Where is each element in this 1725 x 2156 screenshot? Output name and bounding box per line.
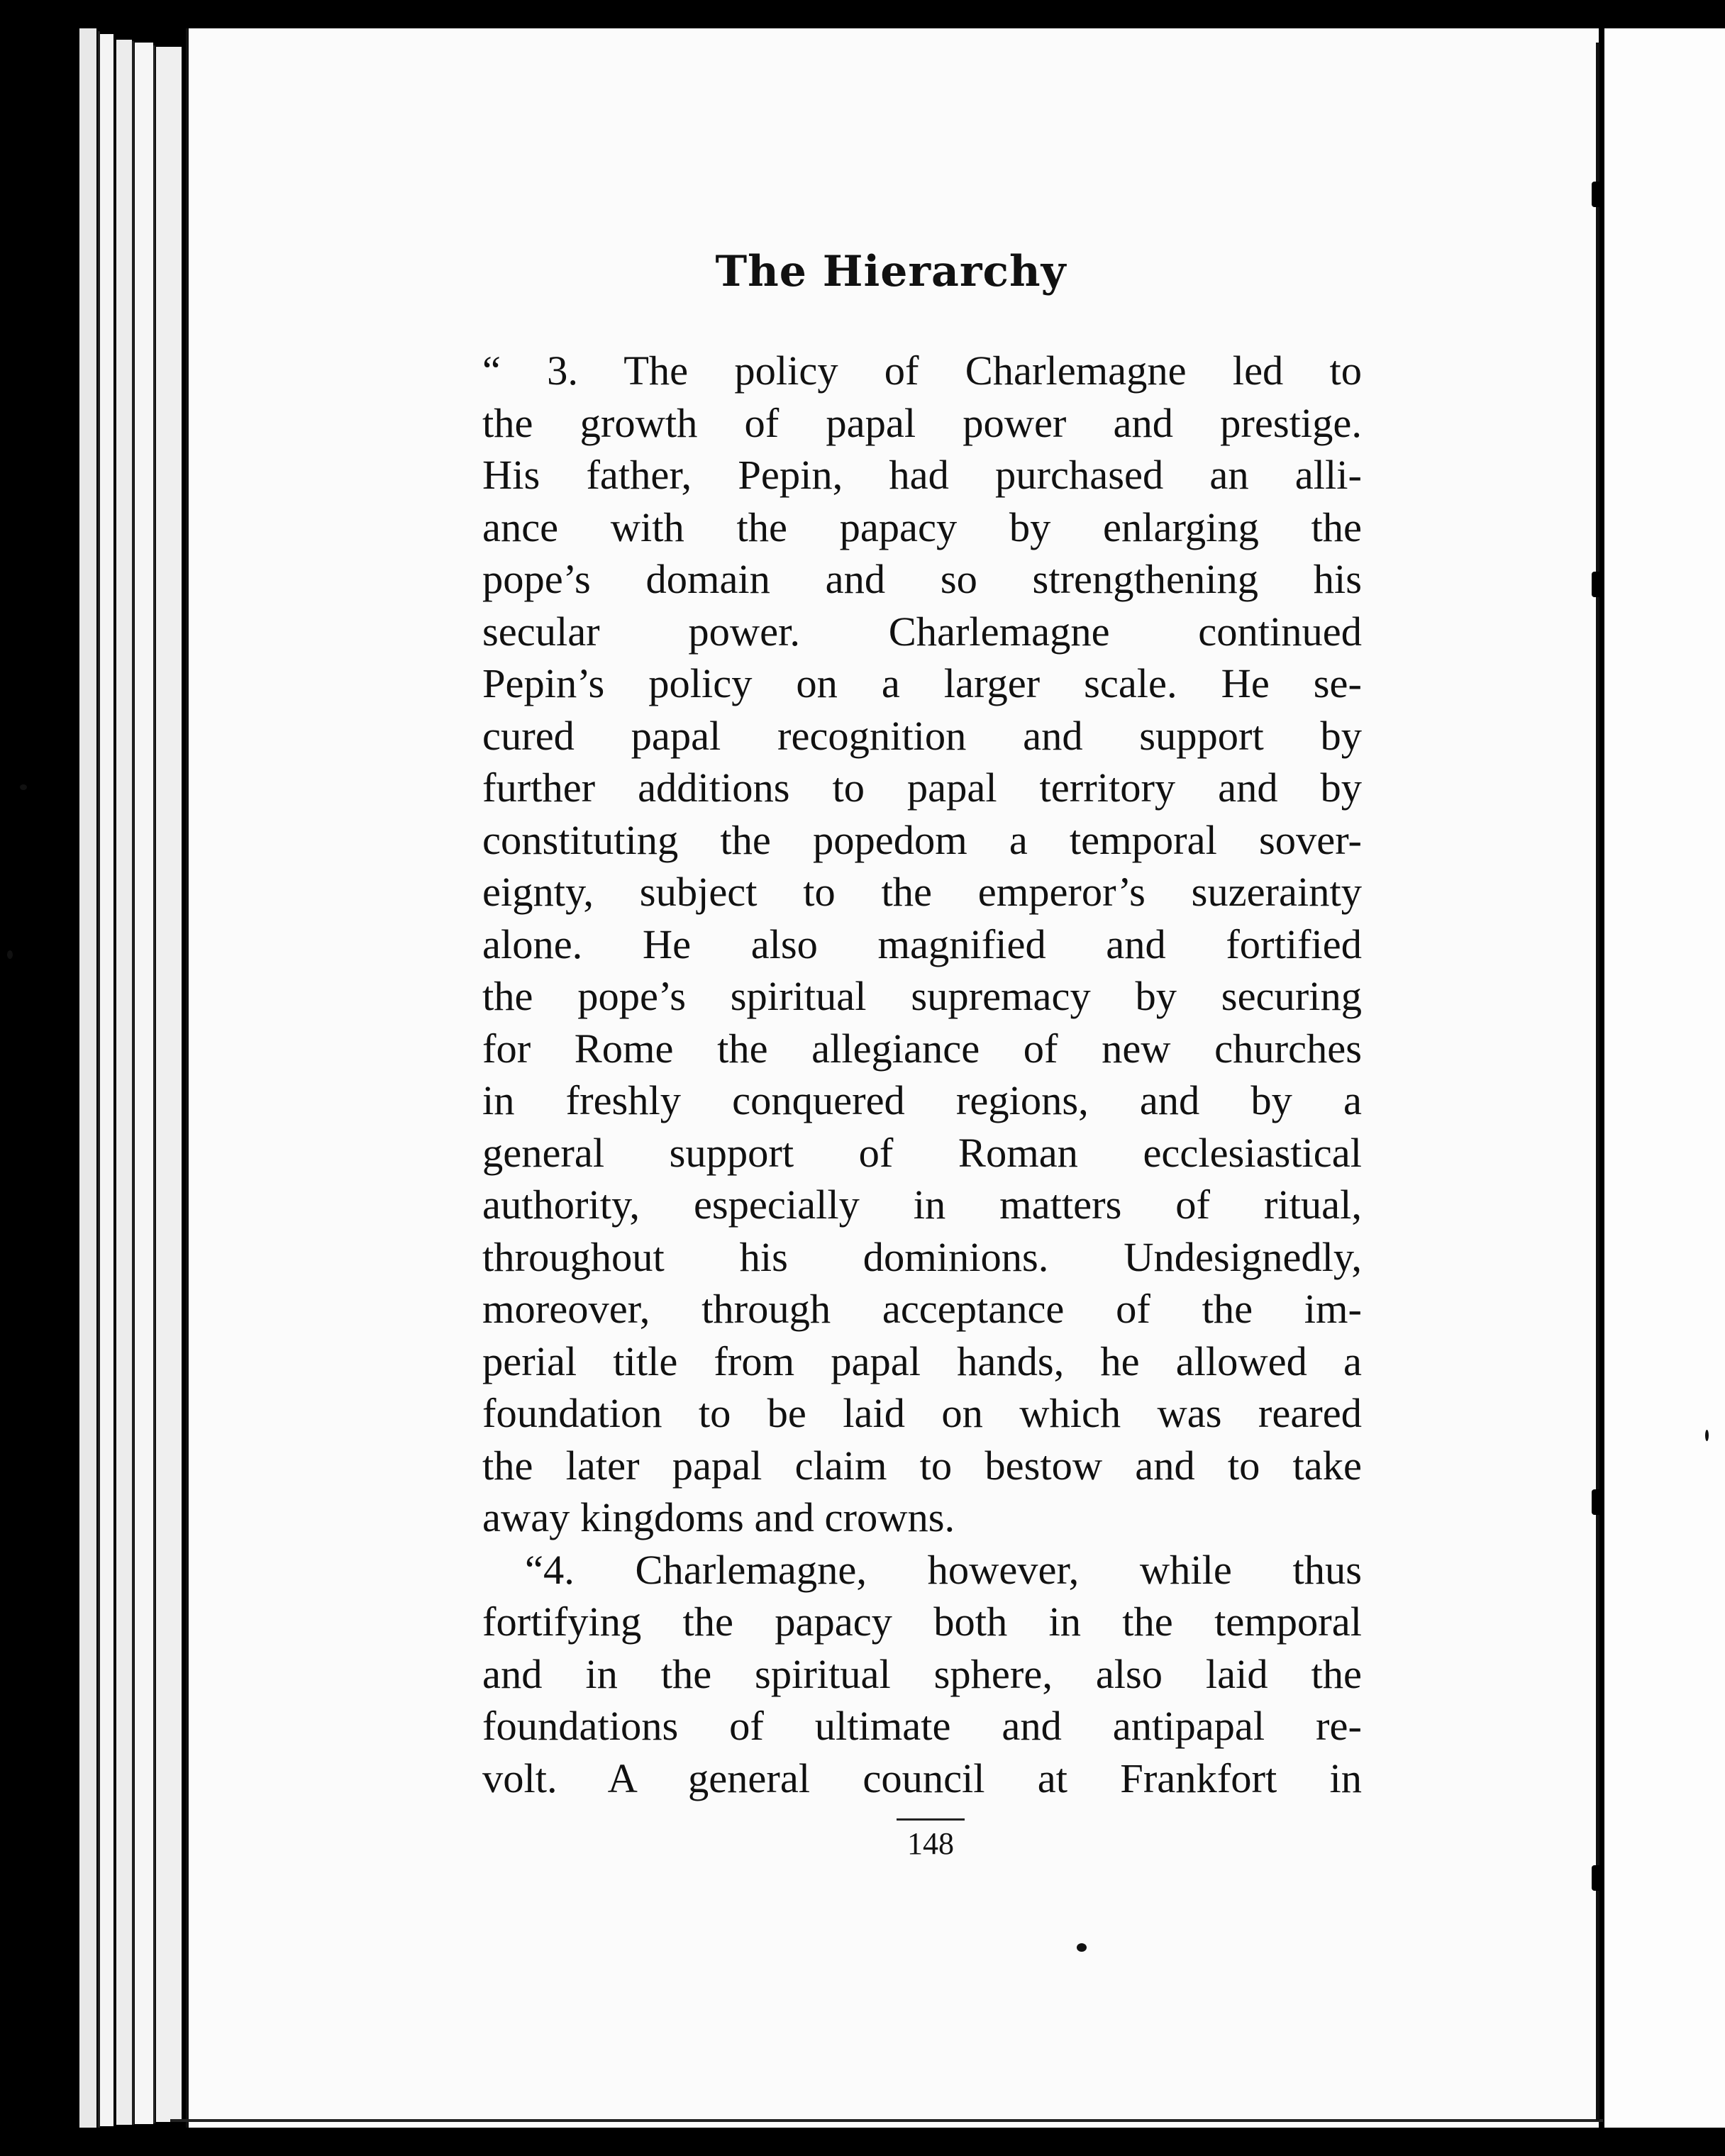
text-line: Pepin’s policy on a larger scale. He se- xyxy=(482,660,1362,706)
text-line: perial title from papal hands, he allowed a xyxy=(482,1338,1362,1384)
text-line: constituting the popedom a temporal sover- xyxy=(482,816,1362,863)
dust-speck xyxy=(7,950,13,959)
page-edge xyxy=(156,47,182,2122)
running-head: The Hierarchy xyxy=(715,247,1067,296)
dust-speck xyxy=(1077,1943,1087,1952)
text-line: and in the spiritual sphere, also laid the xyxy=(482,1650,1362,1697)
text-line: foundations of ultimate and antipapal re- xyxy=(482,1703,1362,1749)
folio-rule xyxy=(897,1818,965,1821)
text-line: foundation to be laid on which was reared xyxy=(482,1390,1362,1436)
text-line: away kingdoms and crowns. xyxy=(482,1494,955,1540)
gutter-mark xyxy=(1592,572,1603,597)
gutter-line xyxy=(1596,43,1599,2121)
text-line: alone. He also magnified and fortified xyxy=(482,921,1362,967)
gutter-mark xyxy=(1592,1865,1603,1891)
text-line: in freshly conquered regions, and by a xyxy=(482,1077,1362,1123)
dust-speck xyxy=(1705,1430,1709,1441)
text-line: “ 3. The policy of Charlemagne led to xyxy=(482,348,1362,394)
page-edge xyxy=(116,40,132,2125)
text-line: cured papal recognition and support by xyxy=(482,712,1362,759)
page-edge xyxy=(99,34,113,2126)
text-line: the pope’s spiritual supremacy by securing xyxy=(482,973,1362,1019)
page-edge-line xyxy=(98,31,100,2128)
text-line: throughout his dominions. Undesignedly, xyxy=(482,1233,1362,1280)
page-bottom-edge xyxy=(170,2119,1603,2122)
text-line: eignty, subject to the emperor’s suzerainty xyxy=(482,869,1362,915)
text-line: fortifying the papacy both in the temporal xyxy=(482,1599,1362,1645)
page-edge xyxy=(135,43,153,2124)
text-line: “4. Charlemagne, however, while thus xyxy=(525,1546,1362,1593)
text-line: for Rome the allegiance of new churches xyxy=(482,1025,1362,1072)
page-number: 148 xyxy=(907,1826,954,1861)
body-text xyxy=(482,345,1362,1804)
text-line: His father, Pepin, had purchased an alli- xyxy=(482,452,1362,498)
text-line: volt. A general council at Frankfort in xyxy=(482,1755,1362,1801)
text-line: moreover, through acceptance of the im- xyxy=(482,1286,1362,1332)
text-line: general support of Roman ecclesiastical xyxy=(482,1129,1362,1176)
page-edge xyxy=(79,28,96,2128)
gutter-mark xyxy=(1592,182,1603,207)
facing-page-margin xyxy=(1604,28,1725,2128)
text-line: ance with the papacy by enlarging the xyxy=(482,504,1362,550)
text-line: authority, especially in matters of ritual, xyxy=(482,1182,1362,1228)
text-line: pope’s domain and so strengthening his xyxy=(482,556,1362,602)
page-edge-line xyxy=(153,45,155,2123)
gutter-mark xyxy=(1592,1489,1603,1515)
text-line: the growth of papal power and prestige. xyxy=(482,399,1362,446)
text-line: the later papal claim to bestow and to take xyxy=(482,1442,1362,1489)
text-line: further additions to papal territory and by xyxy=(482,765,1362,811)
text-line: secular power. Charlemagne continued xyxy=(482,608,1362,655)
dust-speck xyxy=(20,784,27,790)
page-edge-line xyxy=(132,41,134,2125)
